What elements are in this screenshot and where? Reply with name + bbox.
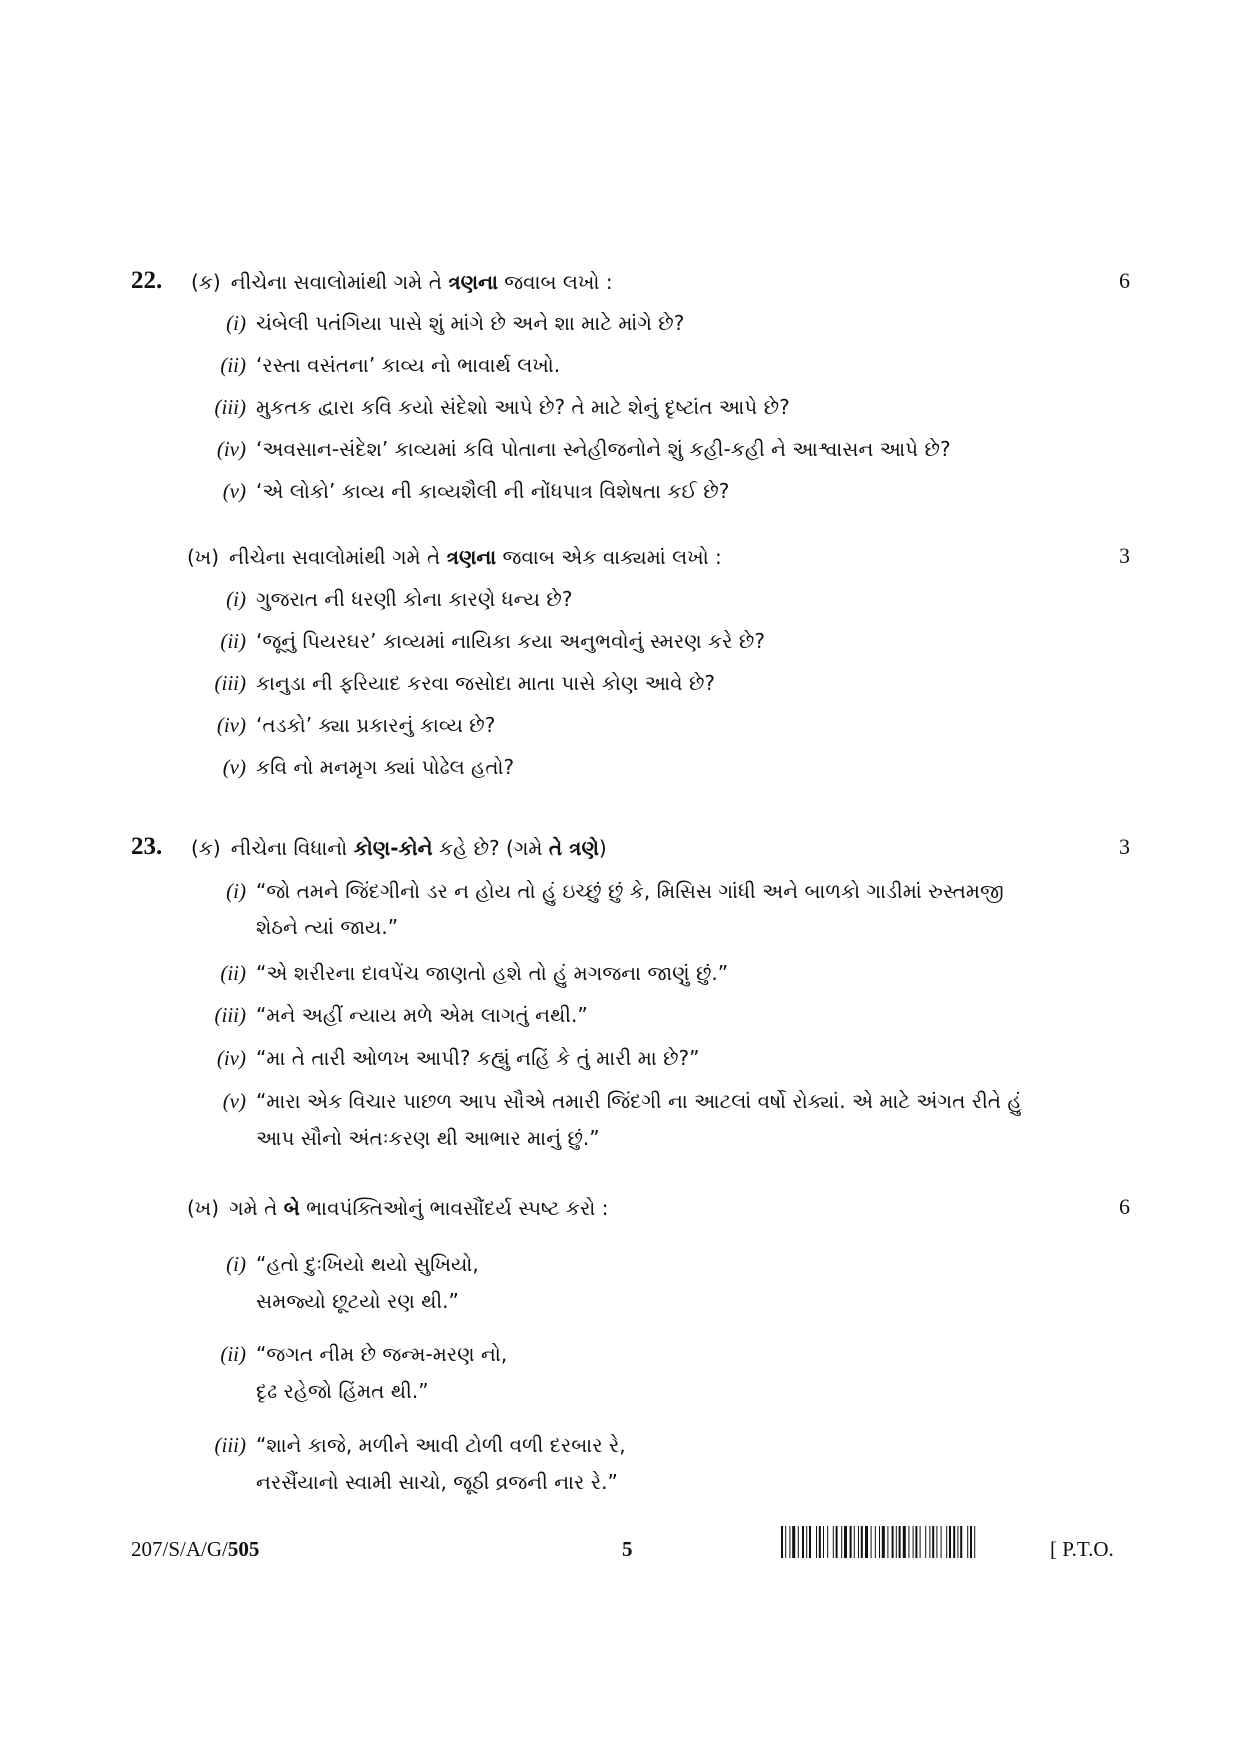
list-item-continuation: આપ સૌનો અંતઃકરણ થી આભાર માનું છું.” [256,1126,600,1150]
instruction-text: ભાવપંક્તિઓનું ભાવસૌંદર્ય સ્પષ્ટ કરો : [299,1196,609,1220]
item-text: “મારા એક વિચાર પાછળ આપ સૌએ તમારી જિંદગી ના આટલાં વર્ષો રોક્યાં. એ માટે અંગત રીતે હું [256,1089,1022,1113]
page-number: 5 [622,1537,633,1561]
instruction-emphasis: ત્રણના [446,545,497,569]
item-text: “મા તે તારી ઓળખ આપી? કહ્યું નહિં કે તું મારી મા છે?” [256,1046,700,1070]
list-item [196,1340,507,1368]
list-item [196,477,729,505]
q23-part-b-marks: 6 [1119,1194,1130,1219]
instruction-emphasis: કોણ-કોને [353,836,433,860]
list-item [196,585,572,613]
item-number: (i) [226,879,246,903]
question-23-number: 23. [131,833,163,860]
list-item [196,627,765,655]
item-number: (v) [222,755,246,779]
item-text: “મને અહીં ન્યાય મળે એમ લાગતું નથી.” [256,1003,588,1027]
item-number: (ii) [220,1342,246,1366]
list-item [196,1087,1022,1115]
list-item-continuation: નરસૈંયાનો સ્વામી સાચો, જૂઠી વ્રજની નાર રે.” [256,1470,618,1494]
list-item [196,959,728,987]
list-item [196,393,790,421]
item-number: (i) [226,587,246,611]
pto-label: [ P.T.O. [1050,1537,1114,1561]
list-item [196,1431,626,1459]
list-item [196,1044,700,1072]
list-item-continuation: શેઠને ત્યાં જાય.” [256,915,399,939]
instruction-text: ) [598,836,607,860]
item-number: (ii) [220,961,246,985]
item-text: “એ શરીરના દાવપેંચ જાણતો હશે તો હું મગજના જાણું છું.” [256,961,729,985]
q22-part-a-instruction [191,268,613,296]
item-number: (v) [222,479,246,503]
list-item [196,877,1004,905]
list-item [196,1250,479,1278]
q22-part-b-marks: 3 [1119,543,1130,568]
question-22-number: 22. [131,267,163,294]
item-text: કવિ નો મનમૃગ ક્યાં પોઢેલ હતો? [256,755,515,779]
item-text: ‘અવસાન-સંદેશ’ કાવ્યમાં કવિ પોતાના સ્નેહીજનોને શું કહી-કહી ને આશ્વાસન આપે છે? [256,437,951,461]
list-item [196,711,495,739]
instruction-text: જવાબ એક વાક્યમાં લખો : [496,545,722,569]
q23-part-a-marks: 3 [1119,834,1130,859]
instruction-text: નીચેના સવાલોમાંથી ગમે તે [230,270,449,294]
instruction-text: જવાબ લખો : [497,270,613,294]
list-item [196,309,684,337]
instruction-emphasis: તે ત્રણે [548,836,599,860]
q23-part-b-instruction [187,1194,608,1222]
item-number: (ii) [220,353,246,377]
paper-code-prefix: 207/S/A/G/ [131,1537,228,1561]
item-number: (i) [226,311,246,335]
item-number: (iii) [214,1433,246,1457]
item-text: કાનુડા ની ફરિયાદ કરવા જસોદા માતા પાસે કોણ આવે છે? [256,671,716,695]
list-item [196,435,951,463]
list-item [196,1001,588,1029]
instruction-text: ગમે તે [229,1196,284,1220]
q23-part-a-instruction [191,834,607,862]
instruction-emphasis: બે [283,1196,300,1220]
item-text: ચંબેલી પતંગિયા પાસે શું માંગે છે અને શા માટે માંગે છે? [256,311,685,335]
item-number: (i) [226,1252,246,1276]
q22-part-b-instruction [187,543,722,571]
item-text: ‘એ લોકો’ કાવ્ય ની કાવ્યશૈલી ની નોંધપાત્ર વિશેષતા કઈ છે? [256,479,730,503]
paper-code-number: 505 [227,1537,260,1561]
instruction-emphasis: ત્રણના [448,270,498,294]
item-number: (iii) [214,1003,246,1027]
item-number: (ii) [220,629,246,653]
item-text: “જગત નીમ છે જન્મ-મરણ નો, [256,1342,508,1366]
item-number: (iii) [214,671,246,695]
item-number: (iii) [214,395,246,419]
item-text: મુકતક દ્વારા કવિ કયો સંદેશો આપે છે? તે માટે શેનું દૃષ્ટાંત આપે છે? [256,395,790,419]
q22-part-a-label: (ક) [191,270,221,294]
q23-part-a-label: (ક) [191,836,221,860]
list-item [196,669,715,697]
q23-part-b-label: (ખ) [187,1196,220,1220]
item-number: (iv) [216,713,246,737]
q22-part-a-marks: 6 [1119,268,1130,293]
item-text: “હતો દુઃખિયો થયો સુખિયો, [256,1252,479,1276]
list-item [196,753,514,781]
instruction-text: કહે છે? (ગમે [432,836,549,860]
item-text: ગુજરાત ની ધરણી કોના કારણે ધન્ય છે? [256,587,573,611]
barcode-icon [781,1526,1045,1558]
item-number: (iv) [216,437,246,461]
list-item-continuation: સમજ્યો છૂટયો રણ થી.” [256,1289,459,1313]
list-item [196,351,560,379]
paper-code [131,1537,259,1562]
item-number: (v) [222,1089,246,1113]
item-text: ‘રસ્તા વસંતના’ કાવ્ય નો ભાવાર્થ લખો. [256,353,561,377]
instruction-text: નીચેના સવાલોમાંથી ગમે તે [229,545,447,569]
item-text: “શાને કાજે, મળીને આવી ટોળી વળી દરબાર રે, [256,1433,626,1457]
item-text: “જો તમને જિંદગીનો ડર ન હોય તો હું ઇચ્છું છું કે, મિસિસ ગાંધી અને બાળકો ગાડીમાં રુસ્તમજી [256,879,1004,903]
item-text: ‘તડકો’ ક્યા પ્રકારનું કાવ્ય છે? [256,713,496,737]
item-text: ‘જૂનું પિયરઘર’ કાવ્યમાં નાયિકા કયા અનુભવોનું સ્મરણ કરે છે? [256,629,765,653]
item-number: (iv) [216,1046,246,1070]
q22-part-b-label: (ખ) [187,545,220,569]
instruction-text: નીચેના વિધાનો [230,836,354,860]
list-item-continuation: દૃઢ રહેજો હિંમત થી.” [256,1379,429,1403]
